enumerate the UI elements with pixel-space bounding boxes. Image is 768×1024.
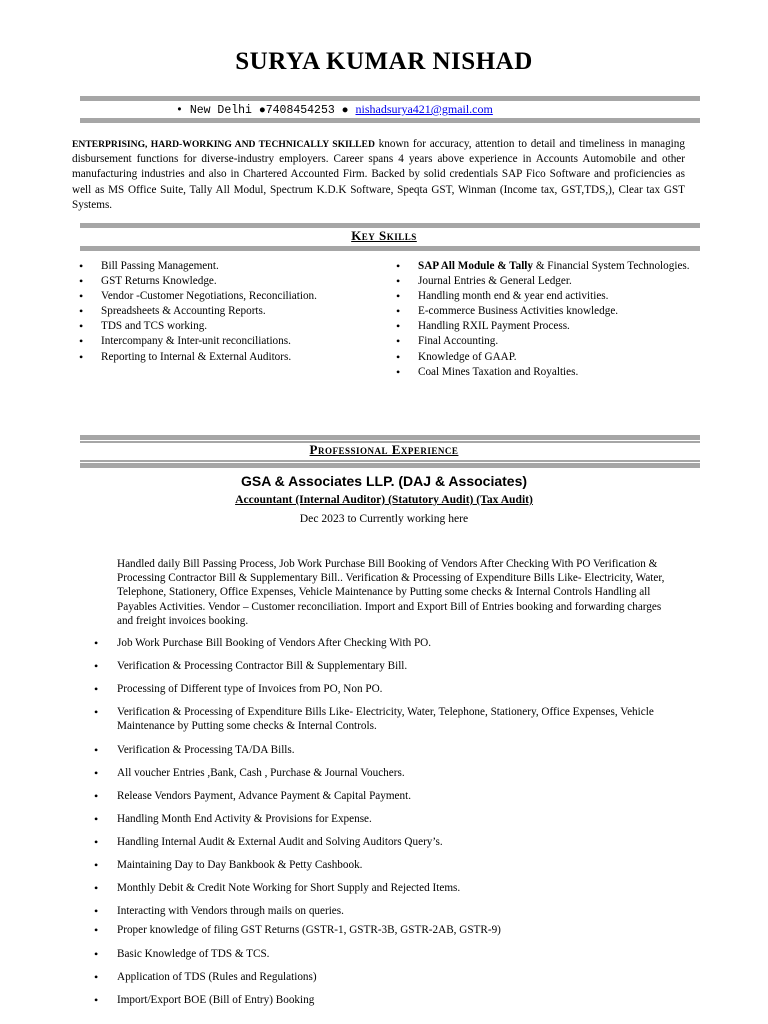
list-item: • All voucher Entries ,Bank, Cash , Purchase & Journal Vouchers. [92, 766, 692, 780]
list-item: • Vendor -Customer Negotiations, Reconciliation. [76, 289, 376, 304]
skills-divider-bottom [80, 246, 700, 251]
summary-lead: ENTERPRISING, HARD-WORKING AND TECHNICALLY SKILLED [72, 139, 375, 150]
contact-bullet: ● [251, 104, 266, 117]
professional-experience-heading: Professional Experience [309, 442, 459, 457]
candidate-name: SURYA KUMAR NISHAD [235, 48, 533, 75]
list-item: • Verification & Processing Contractor Bill & Supplementary Bill. [92, 659, 692, 673]
list-item [393, 259, 693, 274]
list-item: • Verification & Processing TA/DA Bills. [92, 743, 692, 757]
header-divider-top [80, 96, 700, 101]
list-item: • Handling Month End Activity & Provisions for Expense. [92, 812, 692, 826]
list-item: • Import/Export BOE (Bill of Entry) Booking [92, 993, 692, 1007]
list-item: • Basic Knowledge of TDS & TCS. [92, 947, 692, 961]
contact-line [176, 102, 493, 117]
list-item: • Application of TDS (Rules and Regulations) [92, 970, 692, 984]
list-item: • TDS and TCS working. [76, 319, 376, 334]
skills-list-left [76, 259, 376, 365]
experience-divider-top [80, 435, 700, 440]
list-item: • Journal Entries & General Ledger. [393, 274, 693, 289]
list-item: • Handling Internal Audit & External Audit and Solving Auditors Query’s. [92, 835, 692, 849]
experience-divider-bottom-thin [80, 460, 700, 462]
experience-summary: Handled daily Bill Passing Process, Job Work Purchase Bill Booking of Vendors After Checking With PO Verification & Processing Contractor Bill & Supplementary Bill.. Verification & Processing of Expenditure Bills Like- Electricity, Water, Telephone, Stationery, Office Expenses, Vehicle Maintenance by Putting some checks & Internal Controls Handling all Payables Activities. Vendor – Customer reconciliation. Import and Export Bill of Entries booking and forwarding charges and freight invoices booking. [117, 558, 665, 627]
list-item: • Interacting with Vendors through mails on queries. [92, 904, 692, 918]
key-skills-heading: Key Skills [351, 228, 417, 243]
list-item: • Proper knowledge of filing GST Returns (GSTR-1, GSTR-3B, GSTR-2AB, GSTR-9) [92, 923, 692, 937]
skills-list-right [393, 259, 693, 380]
list-item: • Release Vendors Payment, Advance Payment & Capital Payment. [92, 789, 692, 803]
list-item: • Final Accounting. [393, 334, 693, 349]
list-item: • Reporting to Internal & External Auditors. [76, 350, 376, 365]
header-divider-bottom [80, 118, 700, 123]
list-item: • Job Work Purchase Bill Booking of Vendors After Checking With PO. [92, 636, 692, 650]
contact-bullet: ● [334, 104, 356, 117]
list-item: • Processing of Different type of Invoices from PO, Non PO. [92, 682, 692, 696]
list-item: • Bill Passing Management. [76, 259, 376, 274]
list-item: • Monthly Debit & Credit Note Working for Short Supply and Rejected Items. [92, 881, 692, 895]
list-item: • Maintaining Day to Day Bankbook & Petty Cashbook. [92, 858, 692, 872]
contact-bullet: • [176, 104, 190, 117]
job-period: Dec 2023 to Currently working here [299, 512, 469, 525]
skills-sap-bold: SAP All Module & Tally [418, 260, 534, 272]
contact-email-link[interactable]: nishadsurya421@gmail.com [355, 102, 493, 116]
list-item: • Spreadsheets & Accounting Reports. [76, 304, 376, 319]
contact-phone: 7408454253 [265, 104, 335, 117]
skills-sap-rest: & Financial System Technologies. [533, 260, 690, 272]
list-item: • Knowledge of GAAP. [393, 350, 693, 365]
list-item: • Handling RXIL Payment Process. [393, 319, 693, 334]
company-name: GSA & Associates LLP. (DAJ & Associates) [240, 473, 528, 489]
summary-body: known for accuracy, attention to detail and timeliness in managing disbursement functions for diverse-industry employers. Career spans 4 years above experience in Accounts Automobile and other manufacturing industries and also in Chartered Accounted Firm. Backed by solid credentials SAP Fico Software and proficiencies as well as MS Office Suite, Tally All Modul, Spectrum K.D.K Software, Speqta GST, Winman (Income tax, GST,TDS,), Clear tax GST Systems. [72, 138, 685, 211]
list-item: • GST Returns Knowledge. [76, 274, 376, 289]
list-item: • Coal Mines Taxation and Royalties. [393, 365, 693, 380]
list-item: • Intercompany & Inter-unit reconciliations. [76, 334, 376, 349]
job-role: Accountant (Internal Auditor) (Statutory Audit) (Tax Audit) [235, 493, 533, 506]
profile-summary [72, 137, 685, 213]
list-item: • E-commerce Business Activities knowledge. [393, 304, 693, 319]
contact-city: New Delhi [189, 104, 252, 117]
experience-divider-bottom [80, 463, 700, 468]
list-item: • Verification & Processing of Expenditure Bills Like- Electricity, Water, Telephone, Stationery, Office Expenses, Vehicle Maintenance by Putting some checks & Internal Controls. [92, 705, 692, 733]
duties-list [92, 636, 692, 1016]
list-item: • Handling month end & year end activities. [393, 289, 693, 304]
